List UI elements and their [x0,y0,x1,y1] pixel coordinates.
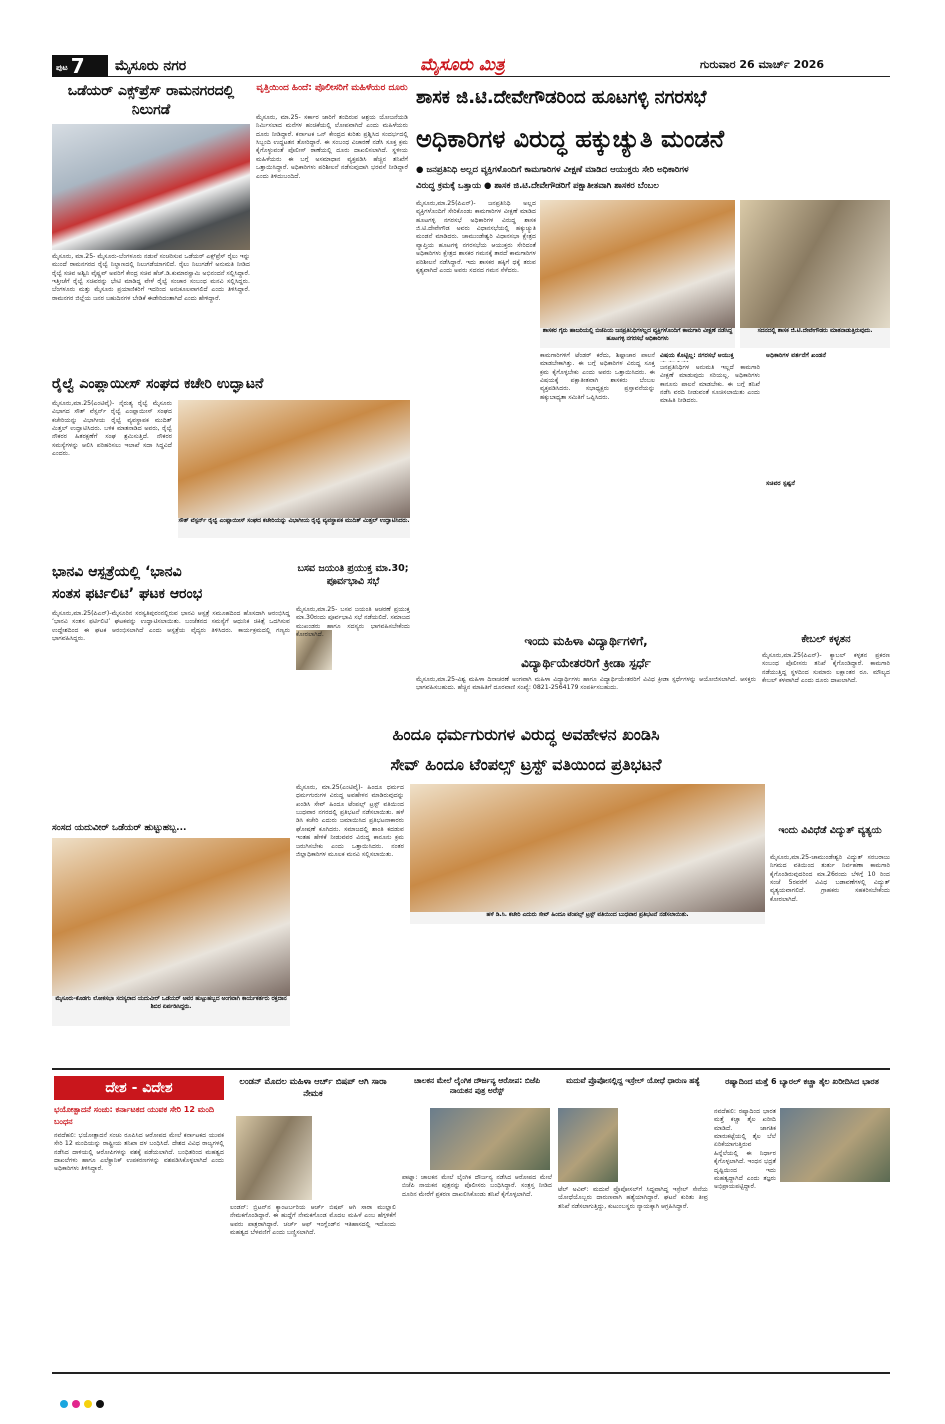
power-body: ಮೈಸೂರು,ಮಾ.25-ಚಾಮುಂಡೇಶ್ವರಿ ವಿದ್ಯುತ್ ಸರಬರಾಜು ನಿಗಮದ ವತಿಯಿಂದ ತುರ್ತು ನಿರ್ವಹಣಾ ಕಾಮಗಾರಿ ಕೈಗೊಂಡಿರುವುದರಿಂದ ಮಾ.26ರಂದು ಬೆಳಿಗ್ಗೆ 10 ರಿಂದ ಸಂಜೆ 5ರವರೆಗೆ ವಿವಿಧ ಬಡಾವಣೆಗಳಲ್ಲಿ ವಿದ್ಯುತ್ ವ್ಯತ್ಯಯವಾಗಲಿದೆ. ಗ್ರಾಹಕರು ಸಹಕರಿಸಬೇಕೆಂದು ಕೋರಲಾಗಿದೆ. [770,854,890,903]
page-label: ಪುಟ [56,62,68,72]
world-s1-headline: ಭಯೋತ್ಪಾದನೆ ಸಂಚು: ಕರ್ನಾಟಕದ ಯುವಕ ಸೇರಿ 12 ಮಂದಿ ಬಂಧನ [54,1105,215,1126]
world-s5-photo [780,1108,890,1182]
world-s2-photo [236,1116,312,1200]
section-divider [52,1068,890,1070]
sports-headline-line2: ವಿದ್ಯಾರ್ಥಿಯೇತರರಿಗೆ ಕ್ರೀಡಾ ಸ್ಪರ್ಧೆ [521,656,651,670]
lead-photo-officials [540,200,735,328]
women-police-body: ಮೈಸೂರು, ಮಾ.25- ಸರ್ಕಾರ ಜಾರಿಗೆ ತಂದಿರುವ ಆಶ್ರಯ ಯೋಜನೆಯಡಿ ನಿರ್ಮಿಸಲಾದ ಮನೆಗಳ ಹಂಚಿಕೆಯಲ್ಲಿ ಲೋಪವಾಗಿದೆ ಎಂದು ಮಹಿಳೆಯರು ದೂರು ನೀಡಿದ್ದಾರೆ. ಕರ್ನಾಟಕ ಒನ್ ಕೇಂದ್ರದ ಕುರಿತು ಪ್ರಶ್ನಿಸಿದ ಸಂದರ್ಭದಲ್ಲಿ ಸಿಬ್ಬಂದಿ ಉದ್ಧಟತನ ತೋರಿದ್ದಾರೆ. ಈ ಸಂಬಂಧ ವಿಚಾರಣೆ ನಡೆಸಿ ಸೂಕ್ತ ಕ್ರಮ ಕೈಗೊಳ್ಳುವಂತೆ ಪೊಲೀಸ್ ಠಾಣೆಯಲ್ಲಿ ದೂರು ದಾಖಲಿಸಲಾಗಿದೆ. ಸ್ಥಳೀಯ ಮಹಿಳೆಯರು ಈ ಬಗ್ಗೆ ಅಸಮಾಧಾನ ವ್ಯಕ್ತಪಡಿಸಿ ಹೆಚ್ಚಿನ ತನಿಖೆಗೆ ಒತ್ತಾಯಿಸಿದ್ದಾರೆ. ಅಧಿಕಾರಿಗಳು ಪರಿಶೀಲನೆ ನಡೆಸುವುದಾಗಿ ಭರವಸೆ ನೀಡಿದ್ದಾರೆ ಎಂದು ತಿಳಿದುಬಂದಿದೆ. [256,114,408,180]
lead-photo2-caption: ಸದನದಲ್ಲಿ ಶಾಸಕ ಜಿ.ಟಿ.ದೇವೇಗೌಡರು ಮಾತನಾಡುತ್ತಿರುವುದು. [740,328,890,348]
lead-bullet-2: ವಿರುದ್ಧ ಕ್ರಮಕ್ಕೆ ಒತ್ತಾಯ ● ಶಾಸಕ ಜಿ.ಟಿ.ದೇವೇಗೌಡರಿಗೆ ಪಕ್ಷಾತೀತವಾಗಿ ಶಾಸಕರ ಬೆಂಬಲ [416,181,659,191]
world-s3-headline: ಚಾಲಕನ ಮೇಲೆ ಲೈಂಗಿಕ ದೌರ್ಜನ್ಯ ಆರೋಪ: ಬಿಜೆಪಿ ನಾಯಕನ ಪುತ್ರ ಅರೆಸ್ಟ್ [413,1076,541,1095]
lead-photo-assembly [740,200,890,328]
lead-headline-line1: ಶಾಸಕ ಜಿ.ಟಿ.ದೇವೇಗೌಡರಿಂದ ಹೂಟಗಳ್ಳಿ ನಗರಸಭೆ [416,87,707,108]
railway-office-photo [178,400,410,518]
masthead: ಮೈಸೂರು ಮಿತ್ರ [420,55,505,75]
page-number-box [52,55,108,77]
bhanavi-headline-line2: ಸಂತಸ ಫರ್ಟಿಲಿಟಿ’ ಘಟಕ ಆರಂಭ [52,586,203,602]
world-s1-body: ನವದೆಹಲಿ: ಭಯೋತ್ಪಾದನೆ ಸಂಚು ರೂಪಿಸಿದ ಆರೋಪದ ಮೇಲೆ ಕರ್ನಾಟಕದ ಯುವಕ ಸೇರಿ 12 ಮಂದಿಯನ್ನು ರಾಷ್ಟ್ರೀಯ ತನಿಖಾ ದಳ ಬಂಧಿಸಿದೆ. ದೇಶದ ವಿವಿಧ ರಾಜ್ಯಗಳಲ್ಲಿ ನಡೆಸಿದ ದಾಳಿಯಲ್ಲಿ ಆರೋಪಿಗಳನ್ನು ವಶಕ್ಕೆ ಪಡೆಯಲಾಗಿದೆ. ಬಂಧಿತರಿಂದ ಮಹತ್ವದ ದಾಖಲೆಗಳು ಹಾಗೂ ಎಲೆಕ್ಟ್ರಾನಿಕ್ ಉಪಕರಣಗಳನ್ನು ವಶಪಡಿಸಿಕೊಳ್ಳಲಾಗಿದೆ ಎಂದು ಅಧಿಕಾರಿಗಳು ತಿಳಿಸಿದ್ದಾರೆ. [54,1132,224,1173]
page-bottom-rule [52,1372,890,1374]
world-s3-photo [430,1108,550,1170]
lead-col1: ಮೈಸೂರು,ಮಾ.25(ಪಿಎನ್)- ಜನಪ್ರತಿನಿಧಿ ಅಲ್ಲದ ವ್ಯಕ್ತಿಗಳೊಂದಿಗೆ ಸೇರಿಕೊಂಡು ಕಾಮಗಾರಿಗಳ ವೀಕ್ಷಣೆ ಮಾಡಿದ ಹೂಟಗಳ್ಳಿ ನಗರಸಭೆ ಅಧಿಕಾರಿಗಳ ವಿರುದ್ಧ ಶಾಸಕ ಜಿ.ಟಿ.ದೇವೇಗೌಡ ಅವರು ವಿಧಾನಸಭೆಯಲ್ಲಿ ಹಕ್ಕುಚ್ಯುತಿ ಮಂಡನೆ ಮಾಡಿದರು. ಚಾಮುಂಡೇಶ್ವರಿ ವಿಧಾನಸಭಾ ಕ್ಷೇತ್ರದ ವ್ಯಾಪ್ತಿಯ ಹೂಟಗಳ್ಳಿ ನಗರಸಭೆಯ ಆಯುಕ್ತರು ಸೇರಿದಂತೆ ಅಧಿಕಾರಿಗಳು ಕ್ಷೇತ್ರದ ಶಾಸಕರ ಗಮನಕ್ಕೆ ತಾರದೆ ಕಾಮಗಾರಿಗಳ ಪರಿಶೀಲನೆ ನಡೆಸಿದ್ದಾರೆ. ಇದು ಶಾಸಕರ ಹಕ್ಕಿಗೆ ಧಕ್ಕೆ ತರುವ ಕೃತ್ಯವಾಗಿದೆ ಎಂದು ಅವರು ಸದನದ ಗಮನ ಸೆಳೆದರು. [416,200,536,274]
lead-col3: ಜನಪ್ರತಿನಿಧಿಗಳ ಅನುಮತಿ ಇಲ್ಲದೆ ಕಾಮಗಾರಿ ವೀಕ್ಷಣೆ ಮಾಡುವುದು ಸರಿಯಲ್ಲ. ಅಧಿಕಾರಿಗಳು ಕಾನೂನು ಪಾಲನೆ ಮಾಡಬೇಕು. ಈ ಬಗ್ಗೆ ತನಿಖೆ ನಡೆಸಿ ವರದಿ ನೀಡುವಂತೆ ಸೂಚಿಸಲಾಯಿತು ಎಂದು ಮಾಹಿತಿ ನೀಡಿದರು. [660,364,760,405]
world-section-tag: ದೇಶ - ವಿದೇಶ [54,1076,224,1100]
railway-office-body: ಮೈಸೂರು,ಮಾ.25(ಎಂಟಿವೈ)- ನೈರುತ್ಯ ರೈಲ್ವೆ ಮೈಸೂರು ವಿಭಾಗದ ಸೌತ್ ವೆಸ್ಟರ್ನ್ ರೈಲ್ವೆ ಎಂಪ್ಲಾಯೀಸ್ ಸಂಘದ ಕಚೇರಿಯನ್ನು ವಿಭಾಗೀಯ ರೈಲ್ವೆ ವ್ಯವಸ್ಥಾಪಕ ಮುದಿತ್ ಮಿತ್ತಲ್ ಉದ್ಘಾಟಿಸಿದರು. ಬಳಿಕ ಮಾತನಾಡಿದ ಅವರು, ರೈಲ್ವೆ ನೌಕರರ ಹಿತರಕ್ಷಣೆಗೆ ಸಂಘ ಶ್ರಮಿಸುತ್ತಿದೆ. ನೌಕರರ ಸಮಸ್ಯೆಗಳನ್ನು ಆಲಿಸಿ ಪರಿಹರಿಸಲು ಇಲಾಖೆ ಸದಾ ಸಿದ್ಧವಿದೆ ಎಂದರು. [52,400,172,458]
temples-headline-line1: ಹಿಂದೂ ಧರ್ಮಗುರುಗಳ ವಿರುದ್ಧ ಅವಹೇಳನ ಖಂಡಿಸಿ [392,725,660,744]
lead-sub2: ಅಧಿಕಾರಿಗಳ ವರ್ತನೆಗೆ ಖಂಡನೆ [766,352,826,359]
lead-photo1-caption: ಶಾಸಕರ ಗೈರು ಹಾಜರಿಯಲ್ಲಿ ಬಿಜೆಪಿಯ ಜನಪ್ರತಿನಿಧಿಗಳಲ್ಲದ ವ್ಯಕ್ತಿಗಳೊಂದಿಗೆ ಕಾಮಗಾರಿ ವೀಕ್ಷಣೆ ನಡೆಸಿದ್ದ ಹೂಟಗಳ್ಳಿ ನಗರಸಭೆ ಅಧಿಕಾರಿಗಳು [540,328,735,348]
temples-headline-line2: ಸೇವ್ ಹಿಂದೂ ಟೆಂಪಲ್ಸ್ ಟ್ರಸ್ಟ್ ವತಿಯಿಂದ ಪ್ರತಿಭಟನೆ [390,755,662,774]
world-s2-headline: ಲಂಡನ್ ಮೊದಲ ಮಹಿಳಾ ಆರ್ಚ್ ಬಿಷಪ್ ಆಗಿ ಸಾರಾ ನೇಮಕ [239,1077,387,1099]
lead-headline-line2: ಅಧಿಕಾರಿಗಳ ವಿರುದ್ಧ ಹಕ್ಕುಚ್ಯುತಿ ಮಂಡನೆ [416,125,725,153]
railway-office-caption: ಸೌತ್ ವೆಸ್ಟರ್ನ್ ರೈಲ್ವೆ ಎಂಪ್ಲಾಯೀಸ್ ಸಂಘದ ಕಚೇರಿಯನ್ನು ವಿಭಾಗೀಯ ರೈಲ್ವೆ ವ್ಯವಸ್ಥಾಪಕ ಮುದಿತ್ ಮಿತ್ತಲ್ ಉದ್ಘಾಟಿಸಿದರು. [178,518,410,538]
train-headline: ಒಡೆಯರ್ ಎಕ್ಸ್‌ಪ್ರೆಸ್ ರಾಮನಗರದಲ್ಲಿ ನಿಲುಗಡೆ [67,83,235,118]
world-s4-headline: ಮದುವೆ ಪ್ರೊಪೋಸಲ್ಲಿದ್ದ ಇಸ್ರೇಲ್ ಯೋಧೆ ಧಾರುಣ ಹತ್ಯೆ [566,1076,700,1085]
mp-caption: ಮೈಸೂರು-ಕೊಡಗು ಲೋಕಸಭಾ ಸದಸ್ಯರಾದ ಯದುವೀರ್ ಒಡೆಯರ್ ಅವರ ಹುಟ್ಟುಹಬ್ಬದ ಅಂಗವಾಗಿ ಕಾರ್ಯಕರ್ತರು ರಕ್ತದಾನ ಶಿಬಿರ ಏರ್ಪಡಿಸಿದ್ದರು. [52,996,290,1026]
temples-body: ಮೈಸೂರು, ಮಾ.25(ಎಂಟಿವೈ)- ಹಿಂದೂ ಧರ್ಮದ ಧರ್ಮಗುರುಗಳ ವಿರುದ್ಧ ಅವಹೇಳನ ಮಾಡಿರುವುದನ್ನು ಖಂಡಿಸಿ ಸೇವ್ ಹಿಂದೂ ಟೆಂಪಲ್ಸ್ ಟ್ರಸ್ಟ್ ವತಿಯಿಂದ ಬುಧವಾರ ನಗರದಲ್ಲಿ ಪ್ರತಿಭಟನೆ ನಡೆಸಲಾಯಿತು. ಹಳೆ ಡಿಸಿ ಕಚೇರಿ ಎದುರು ಜಮಾಯಿಸಿದ ಪ್ರತಿಭಟನಾಕಾರರು ಘೋಷಣೆ ಕೂಗಿದರು. ಸಮಾಜದಲ್ಲಿ ಶಾಂತಿ ಕದಡುವ ಇಂತಹ ಹೇಳಿಕೆ ನೀಡುವವರ ವಿರುದ್ಧ ಕಾನೂನು ಕ್ರಮ ಜರುಗಿಸಬೇಕು ಎಂದು ಒತ್ತಾಯಿಸಿದರು. ನಂತರ ಜಿಲ್ಲಾಧಿಕಾರಿಗಳ ಮೂಲಕ ಮನವಿ ಸಲ್ಲಿಸಲಾಯಿತು. [296,784,404,858]
sports-headline-line1: ಇಂದು ಮಹಿಳಾ ವಿದ್ಯಾರ್ಥಿಗಳಿಗೆ, [524,634,648,648]
basava-body: ಮೈಸೂರು,ಮಾ.25- ಬಸವ ಜಯಂತಿ ಆಚರಣೆ ಪ್ರಯುಕ್ತ ಮಾ.30ರಂದು ಪೂರ್ವಭಾವಿ ಸಭೆ ನಡೆಯಲಿದೆ. ಸಮಾಜದ ಮುಖಂಡರು ಹಾಗೂ ಸದಸ್ಯರು ಭಾಗವಹಿಸಬೇಕೆಂದು ಕೋರಲಾಗಿದೆ. [296,606,410,639]
issue-date: ಗುರುವಾರ 26 ಮಾರ್ಚ್ 2026 [700,58,825,71]
basava-headline: ಬಸವ ಜಯಂತಿ ಪ್ರಯುಕ್ತ ಮಾ.30; ಪೂರ್ವಭಾವಿ ಸಭೆ [297,563,409,587]
lead-sub1: ವಿಷಯ ಕೊಟ್ಟಿಲ್ಲ: ನಗರಸಭೆ ಆಯುಕ್ತ [660,352,734,359]
world-s4-body: ಟೆಲ್ ಅವಿವ್: ಮದುವೆ ಪ್ರೊಪೋಸಲ್‌ಗೆ ಸಿದ್ಧವಾಗಿದ್ದ ಇಸ್ರೇಲ್ ಸೇನೆಯ ಯೋಧೆಯೊಬ್ಬರು ದಾರುಣವಾಗಿ ಹತ್ಯೆಯಾಗಿದ್ದಾರೆ. ಘಟನೆ ಕುರಿತು ತೀವ್ರ ತನಿಖೆ ನಡೆಸಲಾಗುತ್ತಿದ್ದು, ಕುಟುಂಬಸ್ಥರು ನ್ಯಾಯಕ್ಕಾಗಿ ಆಗ್ರಹಿಸಿದ್ದಾರೆ. [558,1186,708,1210]
cable-body: ಮೈಸೂರು,ಮಾ.25(ಪಿಎನ್)- ಕ್ಯಾಬಲ್ ಕಳ್ಳತನ ಪ್ರಕರಣ ಸಂಬಂಧ ಪೊಲೀಸರು ತನಿಖೆ ಕೈಗೊಂಡಿದ್ದಾರೆ. ಕಾಮಗಾರಿ ನಡೆಯುತ್ತಿದ್ದ ಸ್ಥಳದಿಂದ ಸುಮಾರು ಲಕ್ಷಾಂತರ ರೂ. ಮೌಲ್ಯದ ಕೇಬಲ್ ಕಳವಾಗಿದೆ ಎಂದು ದೂರು ದಾಖಲಾಗಿದೆ. [762,652,890,685]
mp-headline: ಸಂಸದ ಯದುವೀರ್ ಒಡೆಯರ್ ಹುಟ್ಟುಹಬ್ಬ... [52,823,187,833]
world-s2-body: ಲಂಡನ್: ಬ್ರಿಟನ್‌ನ ಕ್ಯಾಂಟರ್ಬರಿಯ ಆರ್ಚ್ ಬಿಷಪ್ ಆಗಿ ಸಾರಾ ಮುಲ್ಲಾಲಿ ನೇಮಕಗೊಂಡಿದ್ದಾರೆ. ಈ ಹುದ್ದೆಗೆ ನೇಮಕಗೊಂಡ ಮೊದಲ ಮಹಿಳೆ ಎಂಬ ಹೆಗ್ಗಳಿಕೆಗೆ ಅವರು ಪಾತ್ರರಾಗಿದ್ದಾರೆ. ಚರ್ಚ್ ಆಫ್ ಇಂಗ್ಲೆಂಡ್‌ನ ಇತಿಹಾಸದಲ್ಲಿ ಇದೊಂದು ಮಹತ್ವದ ಬೆಳವಣಿಗೆ ಎಂದು ಬಣ್ಣಿಸಲಾಗಿದೆ. [230,1204,396,1237]
railway-office-headline: ರೈಲ್ವೆ ಎಂಪ್ಲಾಯೀಸ್ ಸಂಘದ ಕಚೇರಿ ಉದ್ಘಾಟನೆ [52,376,264,392]
world-s5-headline: ರಷ್ಯಾದಿಂದ ಮತ್ತೆ 6 ಬ್ಯಾರಲ್ ಕಚ್ಚಾ ತೈಲ ಖರೀದಿಸಿದ ಭಾರತ [725,1077,879,1086]
world-s4-photo [558,1108,618,1182]
temples-photo [410,784,765,912]
train-photo [52,124,250,250]
bhanavi-headline-line1: ಭಾನವಿ ಆಸ್ಪತ್ರೆಯಲ್ಲಿ ‘ಭಾನವಿ [52,564,182,580]
page-number: 7 [70,55,85,77]
temples-caption: ಹಳೆ ಡಿ.ಸಿ. ಕಚೇರಿ ಎದುರು ಸೇವ್ ಹಿಂದೂ ಟೆಂಪಲ್ಸ್ ಟ್ರಸ್ಟ್ ವತಿಯಿಂದ ಬುಧವಾರ ಪ್ರತಿಭಟನೆ ನಡೆಸಲಾಯಿತು. [410,912,765,924]
world-s3-body: ಪಾಟ್ನಾ: ಚಾಲಕನ ಮೇಲೆ ಲೈಂಗಿಕ ದೌರ್ಜನ್ಯ ನಡೆಸಿದ ಆರೋಪದ ಮೇಲೆ ಬಿಜೆಪಿ ನಾಯಕನ ಪುತ್ರನನ್ನು ಪೊಲೀಸರು ಬಂಧಿಸಿದ್ದಾರೆ. ಸಂತ್ರಸ್ತ ನೀಡಿದ ದೂರಿನ ಮೇರೆಗೆ ಪ್ರಕರಣ ದಾಖಲಿಸಿಕೊಂಡು ತನಿಖೆ ಕೈಗೊಳ್ಳಲಾಗಿದೆ. [402,1174,552,1198]
bhanavi-body: ಮೈಸೂರು,ಮಾ.25(ಪಿಎನ್)-ಮೈಸೂರಿನ ಸರಸ್ವತಿಪುರಂನಲ್ಲಿರುವ ಭಾನವಿ ಆಸ್ಪತ್ರೆ ಸಮೂಹದಿಂದ ಹೊಸದಾಗಿ ಆರಂಭಿಸಿದ್ದ ‘ಭಾನವಿ ಸಂತಸ ಫರ್ಟಿಲಿಟಿ’ ಘಟಕವನ್ನು ಉದ್ಘಾಟಿಸಲಾಯಿತು. ಬಂಜೆತನದ ಸಮಸ್ಯೆಗೆ ಆಧುನಿಕ ಚಿಕಿತ್ಸೆ ಒದಗಿಸುವ ಉದ್ದೇಶದಿಂದ ಈ ಘಟಕ ಆರಂಭಿಸಲಾಗಿದೆ ಎಂದು ಆಸ್ಪತ್ರೆಯ ವೈದ್ಯರು ತಿಳಿಸಿದರು. ಕಾರ್ಯಕ್ರಮದಲ್ಲಿ ಗಣ್ಯರು ಭಾಗವಹಿಸಿದ್ದರು. [52,610,290,643]
lead-col2: ಕಾಮಗಾರಿಗಳಿಗೆ ಟೆಂಡರ್ ಕರೆದು, ಶಿಷ್ಟಾಚಾರ ಪಾಲನೆ ಮಾಡಬೇಕಾಗಿತ್ತು. ಈ ಬಗ್ಗೆ ಅಧಿಕಾರಿಗಳ ವಿರುದ್ಧ ಸೂಕ್ತ ಕ್ರಮ ಕೈಗೊಳ್ಳಬೇಕು ಎಂದು ಅವರು ಒತ್ತಾಯಿಸಿದರು. ಈ ವಿಷಯಕ್ಕೆ ಪಕ್ಷಾತೀತವಾಗಿ ಶಾಸಕರು ಬೆಂಬಲ ವ್ಯಕ್ತಪಡಿಸಿದರು. ಸಭಾಧ್ಯಕ್ಷರು ಪ್ರಸ್ತಾವನೆಯನ್ನು ಹಕ್ಕುಬಾಧ್ಯತಾ ಸಮಿತಿಗೆ ಒಪ್ಪಿಸಿದರು. [540,352,655,401]
power-headline: ಇಂದು ವಿವಿಧೆಡೆ ವಿದ್ಯುತ್ ವ್ಯತ್ಯಯ [778,825,882,836]
world-s5-body: ನವದೆಹಲಿ: ರಷ್ಯಾದಿಂದ ಭಾರತ ಮತ್ತೆ ಕಚ್ಚಾ ತೈಲ ಖರೀದಿ ಮಾಡಿದೆ. ಜಾಗತಿಕ ಮಾರುಕಟ್ಟೆಯಲ್ಲಿ ತೈಲ ಬೆಲೆ ಏರಿಕೆಯಾಗುತ್ತಿರುವ ಹಿನ್ನೆಲೆಯಲ್ಲಿ ಈ ನಿರ್ಧಾರ ಕೈಗೊಳ್ಳಲಾಗಿದೆ. ಇಂಧನ ಭದ್ರತೆ ದೃಷ್ಟಿಯಿಂದ ಇದು ಮಹತ್ವದ್ದಾಗಿದೆ ಎಂದು ತಜ್ಞರು ಅಭಿಪ್ರಾಯಪಟ್ಟಿದ್ದಾರೆ. [714,1108,776,1191]
women-police-headline: ವೃತ್ತಿಯಿಂದ ಹಿಂದೆ: ಪೊಲೀಸರಿಗೆ ಮಹಿಳೆಯರ ದೂರು [256,83,408,93]
train-body: ಮೈಸೂರು, ಮಾ.25- ಮೈಸೂರು-ಬೆಂಗಳೂರು ನಡುವೆ ಸಂಚರಿಸುವ ಒಡೆಯರ್ ಎಕ್ಸ್‌ಪ್ರೆಸ್ ರೈಲು ಇನ್ನು ಮುಂದೆ ರಾಮನಗರದ ರೈಲ್ವೆ ನಿಲ್ದಾಣದಲ್ಲಿ ನಿಲುಗಡೆಯಾಗಲಿದೆ. ರೈಲು ನಿಲುಗಡೆಗೆ ಅನುಮತಿ ನೀಡಿದ ರೈಲ್ವೆ ಸಚಿವ ಅಶ್ವಿನಿ ವೈಷ್ಣವ್ ಅವರಿಗೆ ಕೇಂದ್ರ ಸಚಿವ ಹೆಚ್.ಡಿ.ಕುಮಾರಸ್ವಾಮಿ ಅಭಿನಂದನೆ ಸಲ್ಲಿಸಿದ್ದಾರೆ. ಇತ್ತೀಚೆಗೆ ರೈಲ್ವೆ ಸಚಿವರನ್ನು ಭೇಟಿ ಮಾಡಿದ್ದ ವೇಳೆ ರೈಲ್ವೆ ಸಂಚಾರ ಸಂಬಂಧ ಮನವಿ ಸಲ್ಲಿಸಿದ್ದರು. ಬೆಂಗಳೂರು ಮತ್ತು ಮೈಸೂರು ಪ್ರಯಾಣಿಕರಿಗೆ ಇದರಿಂದ ಅನುಕೂಲವಾಗಲಿದೆ ಎಂದು ತಿಳಿಸಿದ್ದಾರೆ. ರಾಮನಗರ ಜಿಲ್ಲೆಯ ಜನರ ಬಹುದಿನಗಳ ಬೇಡಿಕೆ ಈಡೇರಿದಂತಾಗಿದೆ ಎಂದು ಹೇಳಿದ್ದಾರೆ. [52,253,250,302]
sports-body: ಮೈಸೂರು,ಮಾ.25-ವಿಶ್ವ ಮಹಿಳಾ ದಿನಾಚರಣೆ ಅಂಗವಾಗಿ ಮಹಿಳಾ ವಿದ್ಯಾರ್ಥಿಗಳು ಹಾಗೂ ವಿದ್ಯಾರ್ಥಿಯೇತರರಿಗೆ ವಿವಿಧ ಕ್ರೀಡಾ ಸ್ಪರ್ಧೆಗಳನ್ನು ಆಯೋಜಿಸಲಾಗಿದೆ. ಆಸಕ್ತರು ಭಾಗವಹಿಸಬಹುದು. ಹೆಚ್ಚಿನ ಮಾಹಿತಿಗೆ ದೂರವಾಣಿ ಸಂಖ್ಯೆ: 0821-2564179 ಸಂಪರ್ಕಿಸಬಹುದು. [416,676,756,692]
mp-photo [52,838,290,996]
lead-sub3: ಸಚಿವರ ಸ್ಪಷ್ಟನೆ [766,480,795,487]
lead-bullet-1: ● ಜನಪ್ರತಿನಿಧಿ ಅಲ್ಲದ ವ್ಯಕ್ತಿಗಳೊಂದಿಗೆ ಕಾಮಗಾರಿಗಳ ವೀಕ್ಷಣೆ ಮಾಡಿದ ಆಯುಕ್ತರು ಸೇರಿ ಅಧಿಕಾರಿಗಳ [416,165,689,175]
cable-headline: ಕೇಬಲ್ ಕಳ್ಳತನ [801,634,851,645]
registration-marks [60,1400,140,1412]
section-title: ಮೈಸೂರು ನಗರ [115,58,187,74]
